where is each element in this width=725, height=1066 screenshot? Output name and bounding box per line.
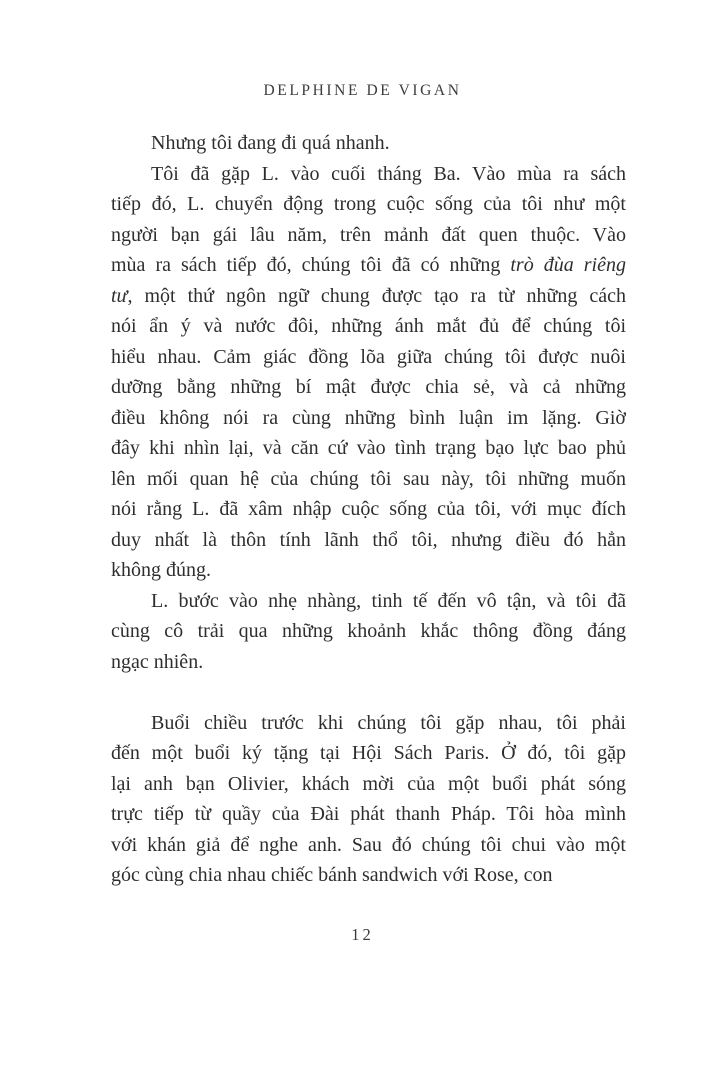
text-segment: đến một buổi ký tặng tại Hội Sách Paris. Ở đó, tôi gặp (111, 742, 626, 764)
text-segment: người bạn gái lâu năm, trên mảnh đất quen thuộc. Vào (111, 223, 626, 246)
text-line (111, 708, 626, 739)
text-segment: mùa ra sách tiếp đó, chúng tôi đã có những (111, 254, 511, 276)
text-line (111, 433, 626, 464)
text-line (111, 128, 626, 159)
text-line (111, 555, 626, 586)
text-line (111, 525, 626, 556)
text-segment: hiểu nhau. Cảm giác đồng lõa giữa chúng tôi được nuôi (111, 345, 626, 368)
text-line (111, 647, 626, 678)
paragraph (111, 708, 626, 891)
text-line (111, 159, 626, 190)
text-line (111, 860, 626, 891)
text-line (111, 586, 626, 617)
text-segment: đây khi nhìn lại, và căn cứ vào tình trạng bạo lực bao phủ (111, 437, 626, 459)
text-line (111, 494, 626, 525)
text-segment: dưỡng bằng những bí mật được chia sẻ, và cả những (111, 376, 626, 398)
text-segment: góc cùng chia nhau chiếc bánh sandwich với Rose, con (111, 864, 553, 886)
text-segment: điều không nói ra cùng những bình luận im lặng. Giờ (111, 406, 626, 429)
text-segment: lại anh bạn Olivier, khách mời của một buổi phát sóng (111, 772, 626, 795)
text-line (111, 342, 626, 373)
paragraph (111, 586, 626, 678)
text-segment: Tôi đã gặp L. vào cuối tháng Ba. Vào mùa ra sách (151, 162, 626, 185)
text-segment: Nhưng tôi đang đi quá nhanh. (151, 132, 390, 154)
text-segment: ngạc nhiên. (111, 650, 204, 673)
text-segment: trực tiếp từ quầy của Đài phát thanh Pháp. Tôi hòa mình (111, 803, 626, 825)
text-line (111, 189, 626, 220)
text-segment: Buổi chiều trước khi chúng tôi gặp nhau, tôi phải (151, 711, 626, 734)
text-line (111, 738, 626, 769)
text-line (111, 769, 626, 800)
text-segment: tiếp đó, L. chuyển động trong cuộc sống của tôi như một (111, 193, 626, 215)
text-line (111, 220, 626, 251)
text-segment: duy nhất là thôn tính lãnh thổ tôi, nhưng điều đó hẳn (111, 528, 626, 551)
text-segment: , một thứ ngôn ngữ chung được tạo ra từ những cách (127, 284, 626, 307)
italic-text: trò đùa riêng (510, 254, 626, 276)
text-line (111, 281, 626, 312)
text-segment: nói ẩn ý và nước đôi, những ánh mắt đủ để chúng tôi (111, 315, 626, 337)
page-number: 12 (351, 925, 374, 944)
text-line (111, 464, 626, 495)
text-segment: cùng cô trải qua những khoảnh khắc thông đồng đáng (111, 620, 626, 642)
text-segment: L. bước vào nhẹ nhàng, tinh tế đến vô tận, và tôi đã (151, 589, 626, 612)
text-line (111, 250, 626, 281)
text-segment: không đúng. (111, 559, 211, 581)
running-header: DELPHINE DE VIGAN (263, 82, 462, 99)
text-segment: nói rằng L. đã xâm nhập cuộc sống của tôi, với mục đích (111, 498, 626, 520)
text-line (111, 830, 626, 861)
text-line (111, 403, 626, 434)
italic-text: tư (111, 284, 128, 307)
text-segment: lên mối quan hệ của chúng tôi sau này, tôi những muốn (111, 467, 626, 490)
paragraph (111, 128, 626, 159)
text-segment: với khán giả để nghe anh. Sau đó chúng tôi chui vào một (111, 833, 626, 856)
body-text (111, 128, 626, 891)
text-line (111, 616, 626, 647)
text-line (111, 311, 626, 342)
paragraph (111, 159, 626, 586)
text-line (111, 372, 626, 403)
text-line (111, 799, 626, 830)
